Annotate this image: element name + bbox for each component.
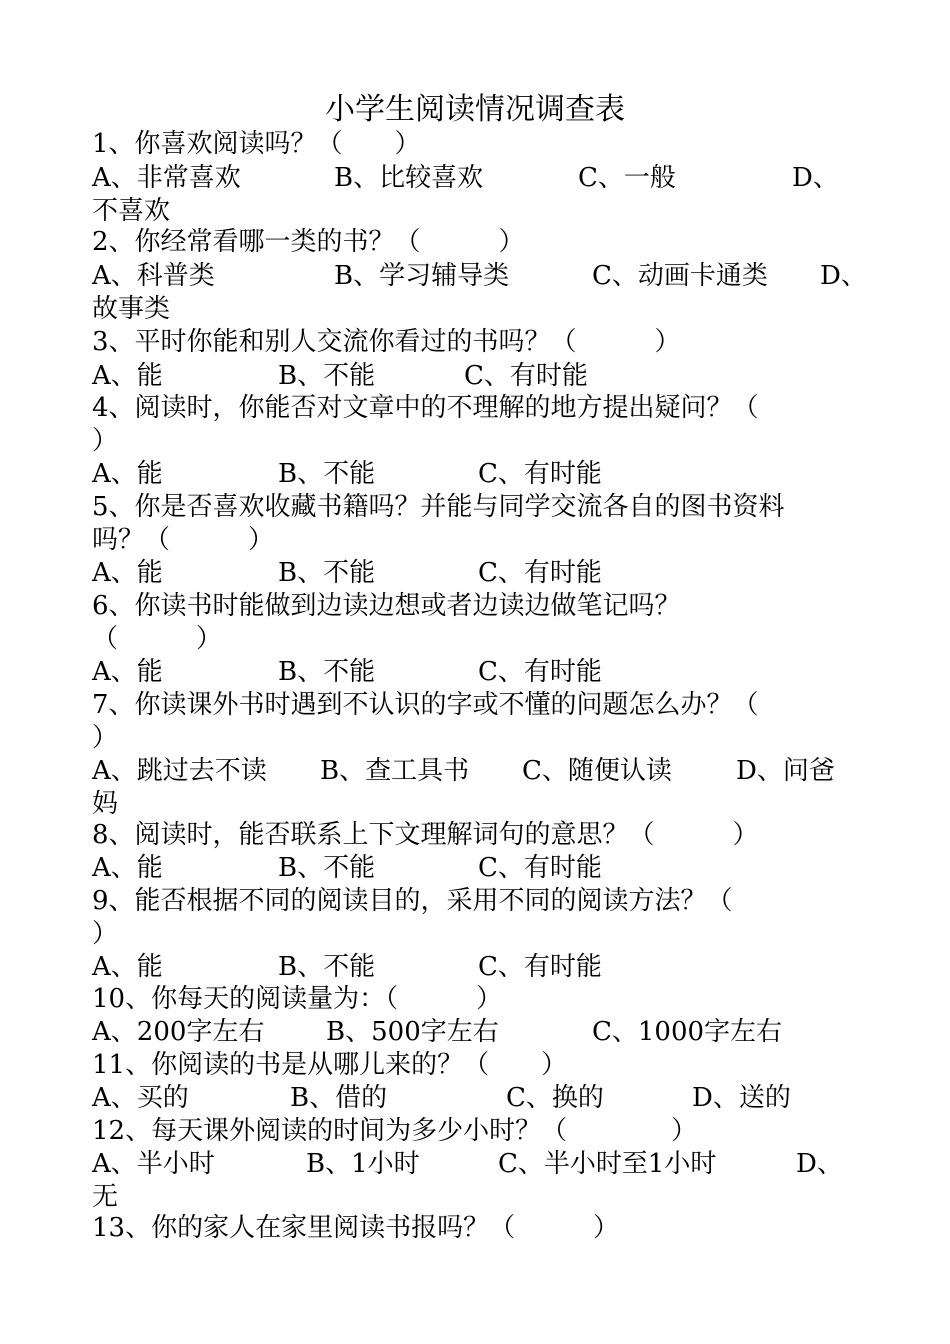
- question-text: （ ）: [92, 624, 223, 654]
- option-text: D、: [820, 261, 867, 291]
- option-text: B、不能: [278, 853, 376, 883]
- question-text: ）: [92, 919, 119, 949]
- question-text: 9、能否根据不同的阅读目的，采用不同的阅读方法？（: [92, 886, 733, 916]
- option-text: 妈: [92, 789, 119, 819]
- question-text: 6、你读书时能做到边读边想或者边读边做笔记吗？: [92, 591, 681, 621]
- option-text: C、随便认读: [522, 756, 672, 786]
- option-text: B、借的: [290, 1083, 388, 1113]
- option-text: B、不能: [278, 657, 376, 687]
- question-text: 13、你的家人在家里阅读书报吗？（ ）: [92, 1213, 620, 1243]
- question-text: 11、你阅读的书是从哪儿来的？（ ）: [92, 1050, 568, 1080]
- option-text: B、学习辅导类: [334, 261, 510, 291]
- question-text: 7、你读课外书时遇到不认识的字或不懂的问题怎么办？（: [92, 690, 759, 720]
- option-text: C、有时能: [478, 657, 602, 687]
- option-text: A、非常喜欢: [92, 163, 241, 193]
- question-text: 5、你是否喜欢收藏书籍吗？并能与同学交流各自的图书资料: [92, 492, 785, 522]
- question-text: 12、每天课外阅读的时间为多少小时？（ ）: [92, 1116, 698, 1146]
- option-text: C、半小时至1小时: [498, 1149, 717, 1179]
- page-title: 小学生阅读情况调查表: [325, 92, 625, 127]
- option-text: A、能: [92, 952, 163, 982]
- option-text: C、有时能: [478, 558, 602, 588]
- option-text: B、1小时: [306, 1149, 420, 1179]
- option-text: C、有时能: [478, 952, 602, 982]
- option-text: B、不能: [278, 558, 376, 588]
- question-text: 1、你喜欢阅读吗？（ ）: [92, 129, 421, 159]
- option-text: B、不能: [278, 361, 376, 391]
- option-text: C、1000字左右: [592, 1017, 783, 1047]
- question-text: 4、阅读时，你能否对文章中的不理解的地方提出疑问？（: [92, 393, 759, 423]
- question-text: 10、你每天的阅读量为：（ ）: [92, 984, 503, 1014]
- option-text: A、能: [92, 657, 163, 687]
- option-text: C、动画卡通类: [592, 261, 768, 291]
- option-text: 故事类: [92, 294, 171, 324]
- option-text: A、半小时: [92, 1149, 215, 1179]
- option-text: A、能: [92, 361, 163, 391]
- option-text: A、能: [92, 558, 163, 588]
- option-text: D、: [792, 163, 839, 193]
- option-text: D、问爸: [736, 756, 835, 786]
- question-text: ）: [92, 723, 119, 753]
- option-text: 无: [92, 1182, 119, 1212]
- option-text: A、能: [92, 853, 163, 883]
- option-text: 不喜欢: [92, 196, 171, 226]
- option-text: C、有时能: [478, 459, 602, 489]
- option-text: A、科普类: [92, 261, 215, 291]
- option-text: D、: [796, 1149, 843, 1179]
- question-text: 2、你经常看哪一类的书？（ ）: [92, 227, 525, 257]
- option-text: B、查工具书: [320, 756, 470, 786]
- option-text: C、换的: [506, 1083, 604, 1113]
- option-text: B、不能: [278, 952, 376, 982]
- option-text: D、送的: [692, 1083, 791, 1113]
- question-text: 吗？（ ）: [92, 525, 275, 555]
- option-text: A、跳过去不读: [92, 756, 267, 786]
- option-text: A、能: [92, 459, 163, 489]
- option-text: A、买的: [92, 1083, 189, 1113]
- option-text: B、比较喜欢: [334, 163, 484, 193]
- option-text: C、有时能: [464, 361, 588, 391]
- question-text: ）: [92, 426, 119, 456]
- question-text: 8、阅读时，能否联系上下文理解词句的意思？（ ）: [92, 820, 759, 850]
- question-text: 3、平时你能和别人交流你看过的书吗？（ ）: [92, 327, 681, 357]
- option-text: C、有时能: [478, 853, 602, 883]
- option-text: C、一般: [578, 163, 676, 193]
- option-text: A、200字左右: [92, 1017, 265, 1047]
- option-text: B、不能: [278, 459, 376, 489]
- option-text: B、500字左右: [326, 1017, 499, 1047]
